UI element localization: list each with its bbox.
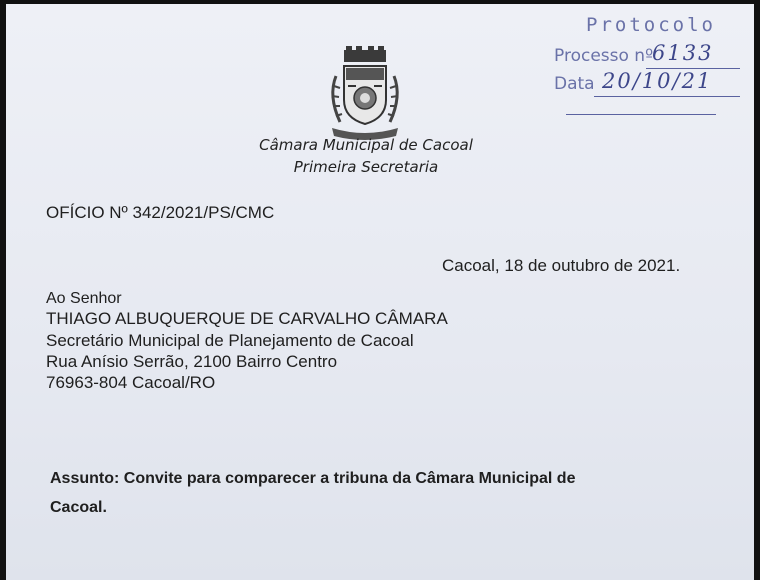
- protocol-stamp: [546, 10, 746, 120]
- recipient-name: THIAGO ALBUQUERQUE DE CARVALHO CÂMARA: [46, 309, 448, 328]
- letter-date: Cacoal, 18 de outubro de 2021.: [442, 256, 681, 275]
- recipient-city: 76963-804 Cacoal/RO: [46, 373, 216, 392]
- department-name: Primeira Secretaria: [293, 158, 439, 176]
- stamp-data-value: 20/10/21: [602, 69, 713, 93]
- stamp-data-label: Data: [554, 74, 595, 94]
- recipient-title: Secretário Municipal de Planejamento de Cacoal: [46, 331, 414, 350]
- stamp-underline: [594, 96, 740, 97]
- subject-line: Assunto: Convite para comparecer a tribuna da Câmara Municipal de: [50, 470, 576, 487]
- institution-name: Câmara Municipal de Cacoal: [259, 136, 473, 154]
- municipal-crest-icon: [326, 46, 404, 142]
- stamp-processo-label: Processo nº: [554, 46, 654, 66]
- stamp-underline: [566, 114, 716, 115]
- recipient-salutation: Ao Senhor: [46, 290, 122, 307]
- stamp-processo-value: 6133: [652, 41, 714, 65]
- recipient-street: Rua Anísio Serrão, 2100 Bairro Centro: [46, 352, 338, 371]
- subject-line-continued: Cacoal.: [50, 499, 107, 516]
- letter-reference: OFÍCIO Nº 342/2021/PS/CMC: [46, 203, 275, 222]
- document-page: [6, 4, 754, 580]
- stamp-title: Protocolo: [586, 14, 716, 36]
